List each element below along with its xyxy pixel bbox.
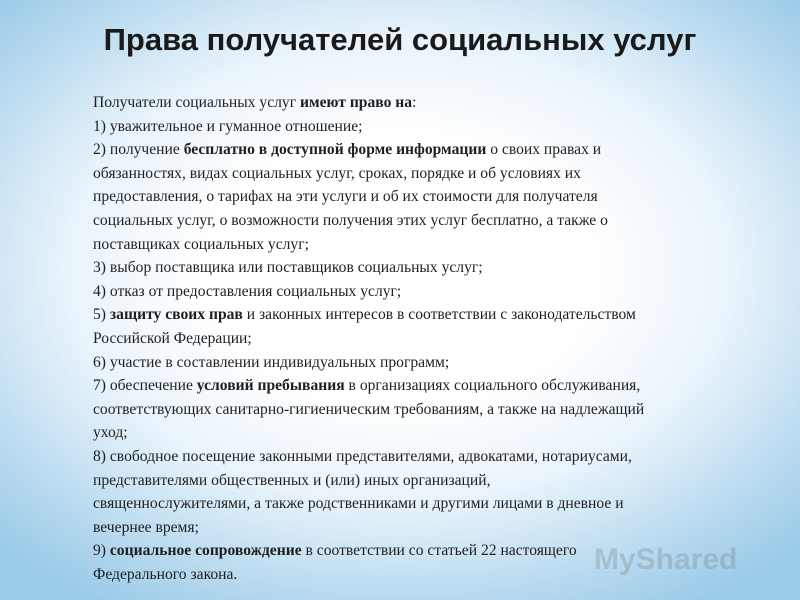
text-segment: 6) участие в составлении индивидуальных программ; bbox=[93, 353, 450, 371]
text-segment: : bbox=[412, 94, 417, 111]
bold-text: условий пребывания bbox=[196, 377, 345, 395]
text-segment: о своих правах и bbox=[486, 141, 602, 159]
text-line bbox=[93, 469, 773, 493]
text-segment: поставщиках социальных услуг; bbox=[93, 235, 309, 253]
text-line bbox=[93, 445, 773, 469]
text-segment: обязанностях, видах социальных услуг, сроках, порядке и об условиях их bbox=[93, 164, 581, 182]
text-segment: 5) bbox=[93, 306, 110, 324]
text-line bbox=[93, 209, 773, 233]
text-segment: соответствующих санитарно-гигиеническим требованиям, а также на надлежащий bbox=[93, 400, 645, 418]
text-line bbox=[93, 374, 773, 398]
text-line bbox=[93, 303, 773, 327]
text-segment: представителями общественных и (или) иных организаций, bbox=[93, 471, 491, 489]
text-segment: уход; bbox=[93, 424, 128, 442]
text-line bbox=[93, 516, 773, 540]
text-line bbox=[93, 492, 773, 516]
text-segment: в организациях социального обслуживания, bbox=[344, 377, 641, 395]
text-line bbox=[93, 351, 773, 375]
text-line bbox=[93, 398, 773, 422]
text-segment: 9) bbox=[93, 542, 110, 560]
text-segment: Российской Федерации; bbox=[93, 329, 252, 347]
text-segment: вечернее время; bbox=[93, 518, 199, 536]
text-segment: социальных услуг, о возможности получения этих услуг бесплатно, а также о bbox=[93, 211, 608, 229]
text-segment: 8) свободное посещение законными представителями, адвокатами, нотариусами, bbox=[93, 447, 632, 465]
text-line bbox=[93, 327, 773, 351]
text-line bbox=[93, 280, 773, 304]
text-line bbox=[93, 115, 773, 139]
text-line bbox=[93, 539, 773, 563]
text-line bbox=[93, 563, 773, 587]
bold-text: защиту своих прав bbox=[109, 306, 243, 324]
text-segment: в соответствии со статьей 22 настоящего bbox=[301, 542, 577, 560]
watermark-text: MyShared bbox=[594, 543, 738, 576]
text-segment: священнослужителями, а также родственниками и другими лицами в дневное и bbox=[93, 495, 624, 513]
text-segment: предоставления, о тарифах на эти услуги и об их стоимости для получателя bbox=[93, 188, 598, 206]
text-line bbox=[93, 185, 773, 209]
text-segment: 2) получение bbox=[93, 141, 184, 159]
slide-title: Права получателей социальных услуг bbox=[103, 22, 697, 57]
text-segment: 4) отказ от предоставления социальных услуг; bbox=[93, 282, 402, 300]
text-segment: 7) обеспечение bbox=[93, 377, 197, 395]
text-segment: Получатели социальных услуг bbox=[93, 94, 301, 111]
bold-text: социальное сопровождение bbox=[109, 542, 302, 560]
text-segment: 1) уважительное и гуманное отношение; bbox=[93, 117, 363, 135]
bold-text: имеют право на bbox=[300, 94, 413, 111]
bold-text: бесплатно в доступной форме информации bbox=[183, 141, 487, 159]
text-segment: 3) выбор поставщика или поставщиков социальных услуг; bbox=[93, 259, 483, 277]
rights-list bbox=[93, 91, 773, 586]
text-line bbox=[93, 91, 773, 115]
text-line bbox=[93, 162, 773, 186]
text-line bbox=[93, 256, 773, 280]
text-line bbox=[93, 233, 773, 257]
text-segment: и законных интересов в соответствии с законодательством bbox=[242, 306, 636, 324]
text-line bbox=[93, 421, 773, 445]
text-segment: Федерального закона. bbox=[93, 565, 238, 583]
text-line bbox=[93, 138, 773, 162]
